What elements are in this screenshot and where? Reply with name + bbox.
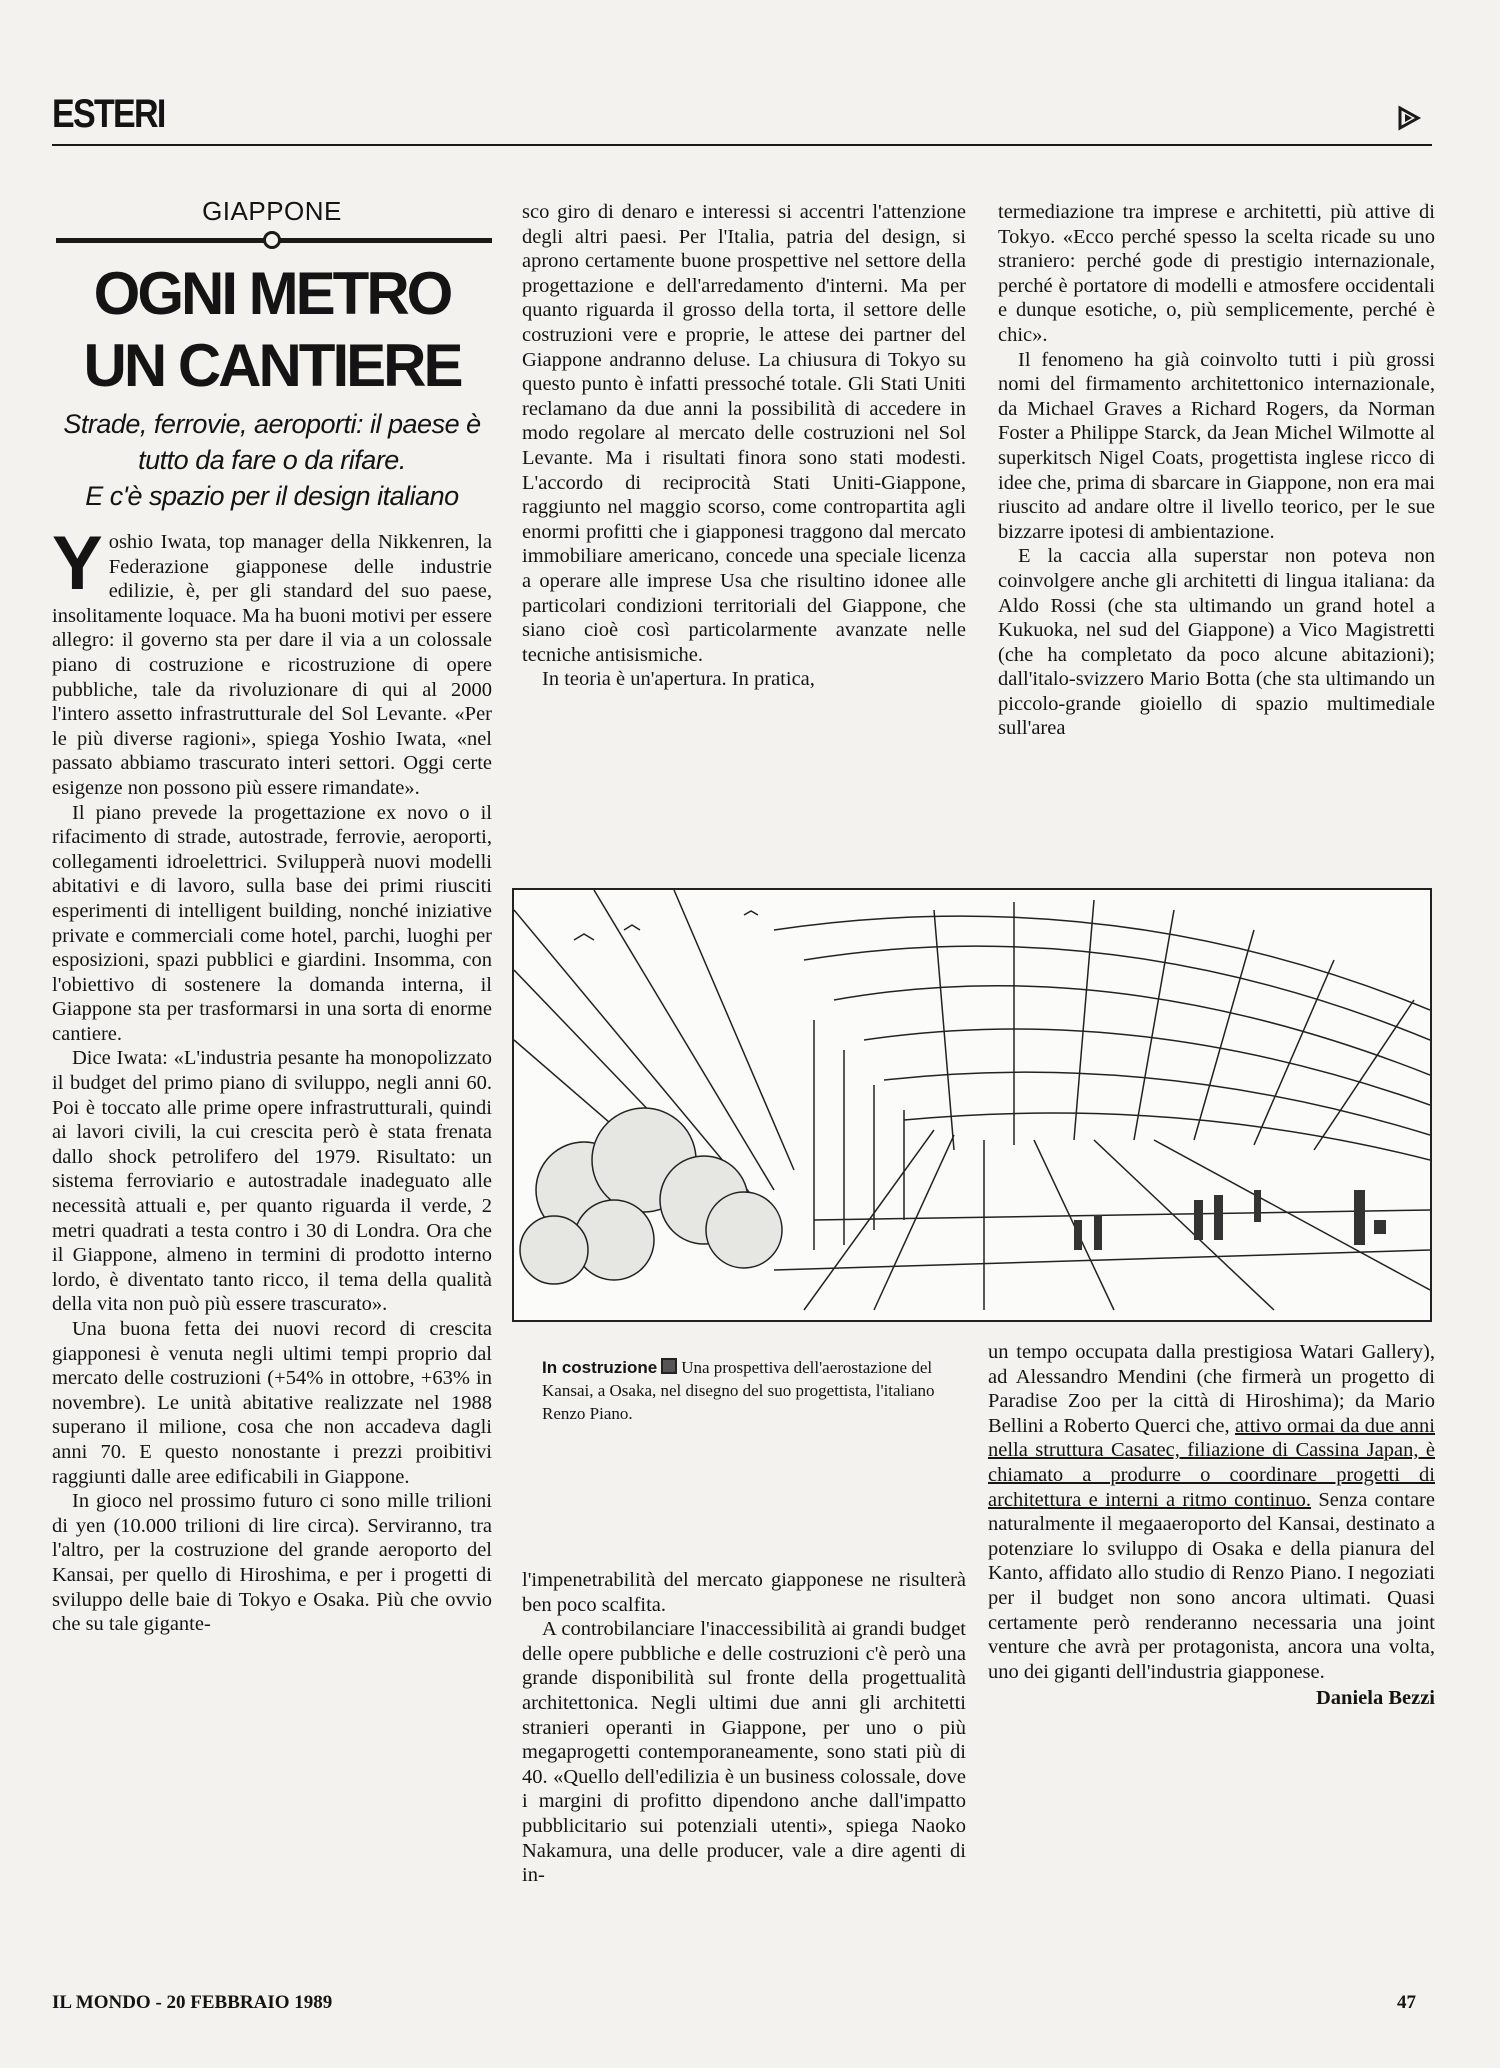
paragraph: Il piano prevede la progettazione ex novo o il rifacimento di strade, autostrade, ferrovie, aeroporti, collegamenti idroelettrici. Svilupperà nuovi modelli abitativi e di lavoro, sulla base dei primi riusciti esperimenti di intelligent building, nonché iniziative private e commerciali come hotel, parchi, luoghi per esposizioni, spazi pubblici e giardini. Insomma, con l'obiettivo di sostenere la domanda interna, il Giappone sta per trasformarsi in una sorta di enorme cantiere.: [52, 801, 492, 1045]
column-2: [522, 200, 966, 692]
paragraph: Dice Iwata: «L'industria pesante ha monopolizzato il budget del primo piano di sviluppo, negli anni 60. Poi è toccato alle prime opere infrastrutturali, quindi ai lavori civili, la cui crescita però è stata frenata dallo shock petrolifero del 1979. Risultato: un sistema ferroviario e autostradale inadeguato alle necessità attuali e, per quanto riguarda il verde, 2 metri quadrati a testa contro i 30 di Londra. Ora che il Giappone, almeno in termini di prodotto interno lordo, è diventato tanto ricco, il tema della qualità della vita non può più essere trascurato».: [52, 1047, 492, 1316]
paragraph-text: Senza contare naturalmente il megaaeroporto del Kansai, destinato a potenziare lo sviluppo di Osaka e della pianura del Kanto, affidato allo studio di Renzo Piano. I negoziati per il budget non sono ancora ultimati. Quasi certamente però renderanno necessaria una joint venture che avrà per protagonista, ancora una volta, uno dei giganti dell'industria giapponese.: [988, 1488, 1435, 1683]
section-label: ESTERI: [52, 92, 165, 136]
caption-square-icon: [661, 1358, 677, 1374]
caption-text: Una prospettiva dell'aerostazione del Kansai, a Osaka, nel disegno del suo progettista, l'italiano Renzo Piano.: [542, 1358, 935, 1423]
column-2-continued: [522, 1568, 966, 1888]
underlined-passage: attivo ormai da due anni nella struttura Casatec, filiazione di Cassina Japan, è chiamato a produrre o coordinare progetti di architettura e interni a ritmo continuo.: [988, 1414, 1435, 1511]
drop-cap: Y: [52, 521, 103, 606]
deck-line-2: tutto da fare o da rifare.: [138, 445, 406, 475]
headline-line-2: UN CANTIERE: [83, 332, 461, 399]
deck: [52, 406, 492, 514]
paragraph: [52, 521, 492, 801]
paragraph: Il fenomeno ha già coinvolto tutti i più grossi nomi del firmamento architettonico internazionale, da Michael Graves a Richard Rogers, da Norman Foster a Philippe Starck, da Jean Michel Wilmotte al superkitsch Nigel Coats, progettista inglese ricco di idee che, prima di sbarcare in Giappone, non era mai riuscito ad andare oltre il livello teorico, per le sue bizzarre ipotesi di ambientazione.: [998, 348, 1435, 543]
author-signature: Daniela Bezzi: [1316, 1687, 1435, 1710]
paragraph: Una buona fetta dei nuovi record di crescita giapponesi è venuta negli ultimi tempi proprio dal mercato delle costruzioni (+54% in ottobre, +63% in novembre). Le unità abitative realizzate nel 1988 superano il milione, cosa che non accadeva dagli anni 70. E questo nonostante i prezzi proibitivi raggiunti dalle aree edificabili in Giappone.: [52, 1318, 492, 1488]
paragraph-text: un tempo occupata dalla prestigiosa Watari Gallery), ad Alessandro Mendini (che firmerà un progetto di Paradise Zoo per la città di Hiroshima); da Mario Bellini a Roberto Querci che,: [988, 1341, 1435, 1437]
paragraph: l'impenetrabilità del mercato giapponese ne risulterà ben poco scalfita.: [522, 1569, 966, 1616]
column-3-continued: [988, 1340, 1435, 1711]
paragraph: [988, 1340, 1435, 1684]
kicker: GIAPPONE: [202, 196, 342, 226]
deck-line-3: E c'è spazio per il design italiano: [85, 481, 459, 511]
headline-line-1: OGNI METRO: [93, 260, 451, 327]
paragraph: E la caccia alla superstar non poteva non coinvolgere anche gli architetti di lingua italiana: da Aldo Rossi (che sta ultimando un grand hotel a Kukuoka, nel sud del Giappone) a Vico Magistretti (che ha completato da poco alcune abitazioni); dall'italo-svizzero Mario Botta (che sta ultimando un piccolo-grande gioiello di spazio multimediale sull'area: [998, 545, 1435, 740]
paragraph: termediazione tra imprese e architetti, più attive di Tokyo. «Ecco perché spesso la scelta ricade su uno straniero: perché gode di prestigio internazionale, perché è portatore di modelli e atmosfere occidentali e dunque esotiche, o, più semplicemente, perché è chic».: [998, 201, 1435, 346]
figure-caption: [542, 1356, 972, 1425]
column-1: [52, 521, 492, 1637]
terminal-drawing: [514, 890, 1430, 1320]
header-rule: [52, 144, 1432, 146]
deck-line-1: Strade, ferrovie, aeroporti: il paese è: [63, 409, 481, 439]
publication-footer: IL MONDO - 20 FEBBRAIO 1989: [52, 1992, 333, 2013]
headline: [52, 258, 492, 402]
paragraph: In teoria è un'apertura. In pratica,: [542, 668, 815, 691]
caption-label: In costruzione: [542, 1358, 658, 1377]
page-number: 47: [1397, 1992, 1416, 2013]
play-arrow-icon: [1394, 104, 1422, 132]
column-3: [998, 200, 1435, 741]
kicker-dot: [263, 231, 281, 249]
paragraph-text: oshio Iwata, top manager della Nikkenren, la Federazione giapponese delle industrie edilizie, è, per gli standard del suo paese, insolitamente loquace. Ma ha buoni motivi per essere allegro: il governo sta per dare il via a un colossale piano di costruzione e ricostruzione di opere pubbliche, tale da rivoluzionare di qui al 2000 l'intero assetto infrastrutturale del Sol Levante. «Per le più diverse ragioni», spiega Yoshio Iwata, «nel passato abbiamo trascurato interi settori. Oggi certe esigenze non possono più essere rimandate».: [52, 531, 492, 799]
airport-illustration: [512, 888, 1432, 1322]
paragraph: A controbilanciare l'inaccessibilità ai grandi budget delle opere pubbliche e delle costruzioni c'è però una grande disponibilità sul fronte della progettualità architettonica. Negli ultimi due anni gli architetti stranieri operanti in Giappone, per uno o più megaprogetti contemporaneamente, sono stati più di 40. «Quello dell'edilizia è un business colossale, dove i margini di profitto dipendono anche dall'impatto pubblicitario sui potenziali utenti», spiega Naoko Nakamura, una delle producer, vale a dire agenti di in-: [522, 1618, 966, 1887]
paragraph: sco giro di denaro e interessi si accentri l'attenzione degli altri paesi. Per l'Italia, patria del design, si aprono certamente buone prospettive nel settore della progettazione e dell'arredamento d'interni. Ma per quanto riguarda il grosso della torta, il settore delle costruzioni vere e proprie, le attese dei partner del Giappone andranno deluse. La chiusura di Tokyo su questo punto è infatti pressoché totale. Gli Stati Uniti reclamano da due anni la possibilità di accedere in modo regolare al mercato delle costruzioni nel Sol Levante. Ma i risultati finora sono stati modesti. L'accordo di reciprocità Stati Uniti-Giappone, raggiunto nel maggio scorso, come contropartita agli enormi profitti che i giapponesi traggono dal mercato immobiliare americano, concede una speciale licenza a operare alle imprese Usa che risultino idonee alle particolari condizioni territoriali del Giappone, che siano cioè così particolarmente avanzate nelle tecniche antisismiche.: [522, 201, 966, 666]
paragraph: In gioco nel prossimo futuro ci sono mille trilioni di yen (10.000 trilioni di lire circa). Serviranno, tra l'altro, per la costruzione del grande aeroporto del Kansai, per quello di Hiroshima, e per i progetti di sviluppo delle baie di Tokyo e Osaka. Più che ovvio che su tale gigante-: [52, 1490, 492, 1636]
